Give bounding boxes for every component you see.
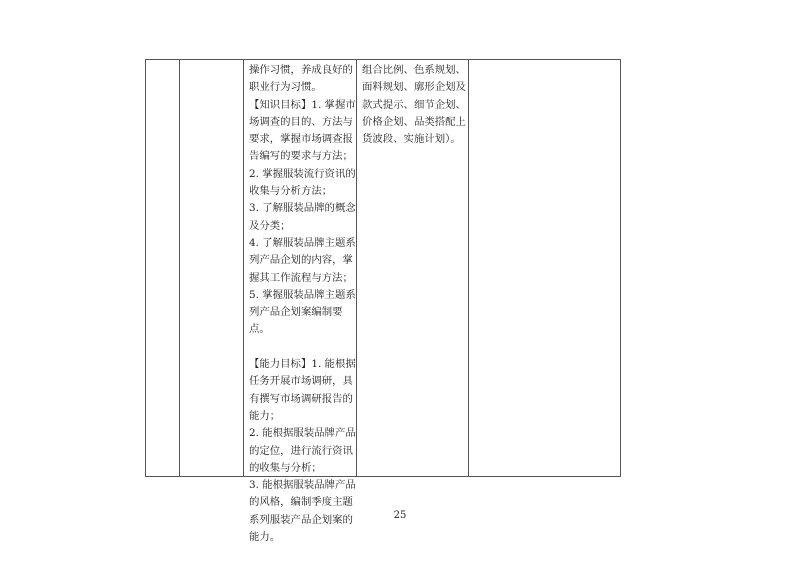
objectives-line: 告编写的要求与方法； xyxy=(249,150,353,163)
objectives-line: 【知识目标】1. 掌握市 xyxy=(249,98,356,111)
objectives-cell xyxy=(249,62,356,546)
objectives-blank-line xyxy=(249,339,356,356)
objectives-line: 收集与分析方法； xyxy=(249,185,333,198)
objectives-line: 职业行为习惯。 xyxy=(249,81,322,94)
objectives-line: 点。 xyxy=(249,323,270,336)
objectives-line: 要求，掌握市场调查报 xyxy=(249,133,353,146)
objectives-line: 及分类； xyxy=(249,219,291,232)
table-column-divider-4 xyxy=(468,60,469,476)
objectives-line: 有撰写市场调研报告的 xyxy=(249,392,353,405)
content-line: 货波段、实施计划）。 xyxy=(362,133,461,146)
objectives-line: 5. 掌握服装品牌主题系 xyxy=(249,288,356,301)
content-line: 面料规划、廓形企划及 xyxy=(362,81,466,94)
objectives-line: 的风格，编制季度主题 xyxy=(249,496,353,509)
objectives-line: 3. 能根据服装品牌产品 xyxy=(249,479,356,492)
table-column-divider-3 xyxy=(356,60,357,476)
objectives-line: 2. 能根据服装品牌产品 xyxy=(249,427,356,440)
objectives-line: 2. 掌握服装流行资讯的 xyxy=(249,167,356,180)
content-line: 款式提示、细节企划、 xyxy=(362,98,466,111)
objectives-line: 系列服装产品企划案的 xyxy=(249,513,353,526)
objectives-line: 列产品企划案编制要 xyxy=(249,306,343,319)
objectives-line: 【能力目标】1. 能根据 xyxy=(249,358,356,371)
objectives-line: 能力； xyxy=(249,409,281,422)
objectives-line: 任务开展市场调研，具 xyxy=(249,375,353,388)
objectives-line: 的收集与分析； xyxy=(249,461,322,474)
objectives-line: 操作习惯，养成良好的 xyxy=(249,64,353,76)
objectives-line: 能力。 xyxy=(249,531,281,544)
content-line: 价格企划、品类搭配上 xyxy=(362,115,466,128)
objectives-line: 场调查的目的、方法与 xyxy=(249,115,353,128)
objectives-line: 的定位，进行流行资讯 xyxy=(249,444,353,457)
table-column-divider-2 xyxy=(243,60,244,476)
table-column-divider-1 xyxy=(179,60,180,476)
content-line: 组合比例、色系规划、 xyxy=(362,64,466,76)
page-number: 25 xyxy=(393,510,407,521)
objectives-line: 3. 了解服装品牌的概念 xyxy=(249,202,356,215)
content-cell xyxy=(362,62,466,148)
objectives-line: 握其工作流程与方法； xyxy=(249,271,353,284)
objectives-line: 列产品企划的内容，掌 xyxy=(249,254,353,267)
objectives-line: 4. 了解服装品牌主题系 xyxy=(249,236,356,249)
